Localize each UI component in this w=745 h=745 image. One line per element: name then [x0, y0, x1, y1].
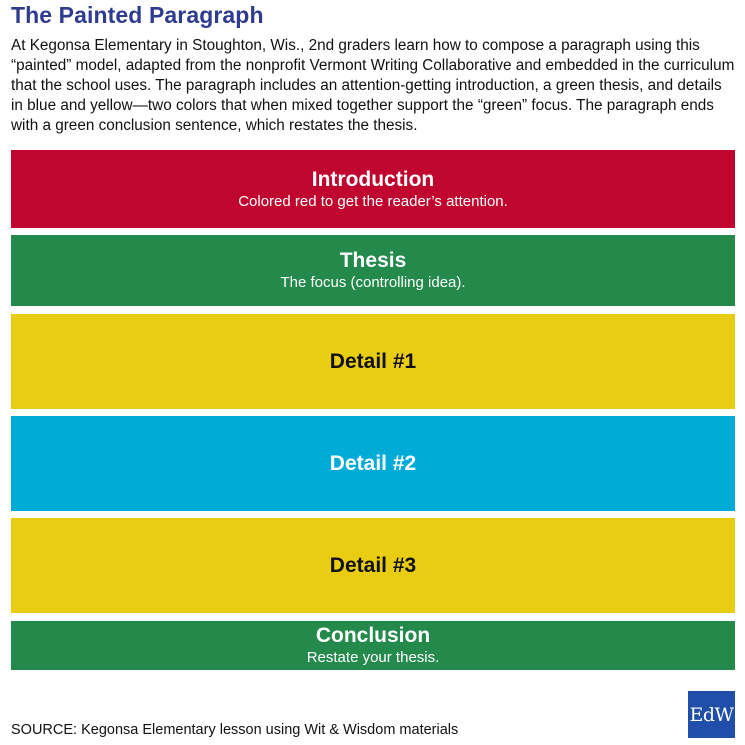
introduction-subtext: Colored red to get the reader’s attention. [238, 192, 508, 210]
detail-3-block [11, 518, 735, 613]
detail-1-heading: Detail #1 [329, 349, 417, 373]
detail-2-heading: Detail #2 [329, 451, 417, 475]
detail-3-heading: Detail #3 [329, 553, 417, 577]
detail-1-block [11, 314, 735, 409]
page-title: The Painted Paragraph [11, 2, 264, 28]
description-paragraph: At Kegonsa Elementary in Stoughton, Wis., 2nd graders learn how to compose a paragraph using this “painted” model, adapted from the nonprofit Vermont Writing Collaborative and embedded in the curriculum that the school uses. The paragraph includes an attention-getting introduction, a green thesis, and details in blue and yellow—two colors that when mixed together support the “green” focus. The paragraph ends with a green conclusion sentence, which restates the thesis. [11, 37, 735, 134]
thesis-heading: Thesis [339, 249, 407, 272]
conclusion-block [11, 621, 735, 670]
thesis-block [11, 235, 735, 306]
introduction-heading: Introduction [311, 167, 435, 191]
conclusion-heading: Conclusion [315, 624, 431, 647]
thesis-subtext: The focus (controlling idea). [280, 274, 466, 291]
conclusion-subtext: Restate your thesis. [306, 649, 440, 666]
introduction-block [11, 150, 735, 228]
edweek-logo: EdW [688, 691, 735, 738]
source-note: SOURCE: Kegonsa Elementary lesson using Wit & Wisdom materials [11, 722, 459, 738]
detail-2-block [11, 416, 735, 511]
